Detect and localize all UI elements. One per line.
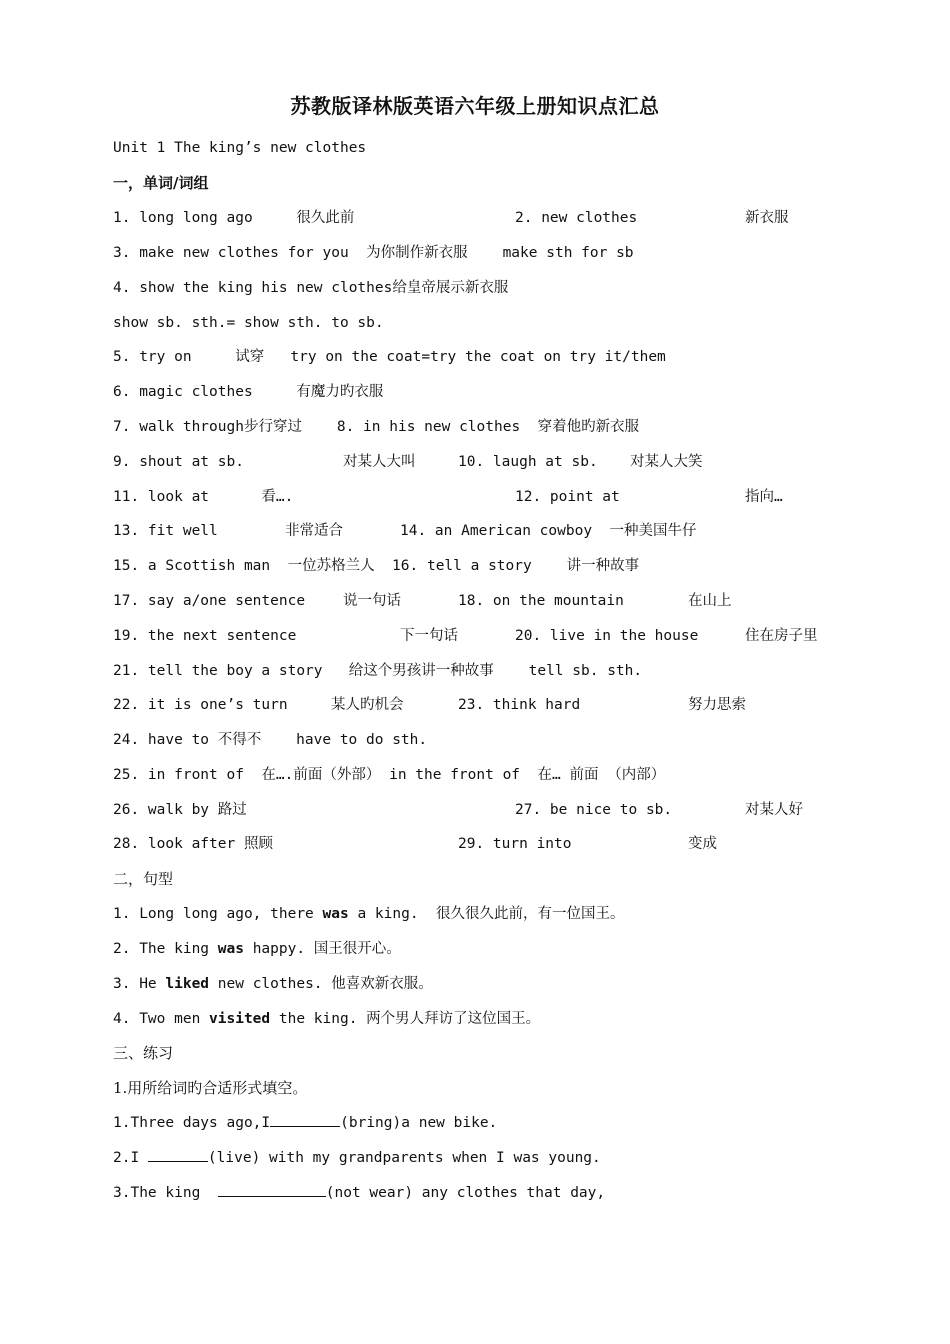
vocab-item: 住在房子里 xyxy=(745,628,818,644)
vocab-item: 14. an American cowboy 一种美国牛仔 xyxy=(400,523,697,539)
vocab-item: 指向… xyxy=(745,489,783,505)
sentence-text: 2. The king xyxy=(113,941,218,957)
exercise-item xyxy=(113,1182,605,1204)
exercise-item xyxy=(113,1147,601,1169)
vocab-item: 19. the next sentence xyxy=(113,628,297,644)
vocab-row: 3. make new clothes for you 为你制作新衣服 make sth for sb xyxy=(113,245,634,261)
vocab-item: 13. fit well xyxy=(113,523,218,539)
exercise-text: (not wear) any clothes that day, xyxy=(325,1185,606,1201)
sentence-text: 1. Long long ago, there xyxy=(113,906,323,922)
sentence-text: new clothes. 他喜欢新衣服。 xyxy=(209,976,433,992)
vocab-item: 1. long long ago 很久此前 xyxy=(113,210,355,226)
vocab-item: 29. turn into xyxy=(458,836,572,852)
vocab-item: 23. think hard xyxy=(458,697,581,713)
vocab-item: 18. on the mountain xyxy=(458,593,624,609)
vocab-item: 努力思索 xyxy=(688,697,746,713)
page-title: 苏教版译林版英语六年级上册知识点汇总 xyxy=(290,94,660,118)
sentence-text: 3. He xyxy=(113,976,166,992)
vocab-item: 28. look after 照顾 xyxy=(113,836,273,852)
sentence-verb: visited xyxy=(209,1011,271,1027)
unit-heading: Unit 1 The king’s new clothes xyxy=(113,140,367,156)
sentence-item xyxy=(113,973,433,995)
vocab-item: 在山上 xyxy=(688,593,732,609)
vocab-row: 25. in front of 在….前面（外部） in the front of 在… 前面 （内部） xyxy=(113,767,666,783)
vocab-item: 某人旳机会 xyxy=(331,697,404,713)
vocab-row: 15. a Scottish man 一位苏格兰人 16. tell a story 讲一种故事 xyxy=(113,558,640,574)
section-heading-vocab: 一，单词/词组 xyxy=(113,174,209,192)
vocab-row: 4. show the king his new clothes给皇帝展示新衣服 xyxy=(113,280,509,296)
sentence-text: a king. 很久很久此前，有一位国王。 xyxy=(348,906,625,922)
vocab-item: 说一句话 xyxy=(343,593,401,609)
answer-blank[interactable] xyxy=(270,1112,340,1127)
vocab-item: 下一句话 xyxy=(400,628,458,644)
sentence-verb: was xyxy=(322,906,349,922)
sentence-item xyxy=(113,1008,540,1030)
vocab-item: 11. look at 看…. xyxy=(113,489,294,505)
vocab-row: show sb. sth.= show sth. to sb. xyxy=(113,315,384,331)
section-heading-exercises: 三、练习 xyxy=(113,1044,174,1062)
sentence-text: the king. 两个男人拜访了这位国王。 xyxy=(270,1011,541,1027)
sentence-verb: was xyxy=(217,941,244,957)
exercise-text: (live) with my grandparents when I was young. xyxy=(207,1150,601,1166)
sentence-text: happy. 国王很开心。 xyxy=(243,941,401,957)
sentence-verb: liked xyxy=(165,976,210,992)
vocab-item: 22. it is one’s turn xyxy=(113,697,288,713)
exercise-instructions: 1.用所给词旳合适形式填空。 xyxy=(113,1079,308,1097)
exercise-text: (bring)a new bike. xyxy=(340,1115,498,1131)
answer-blank[interactable] xyxy=(148,1147,208,1162)
section-heading-sentences: 二，句型 xyxy=(113,870,174,888)
sentence-text: 4. Two men xyxy=(113,1011,210,1027)
vocab-item: 新衣服 xyxy=(745,210,789,226)
vocab-item: 27. be nice to sb. xyxy=(515,802,673,818)
vocab-item: 17. say a/one sentence xyxy=(113,593,306,609)
vocab-row: 5. try on 试穿 try on the coat=try the coat on try it/them xyxy=(113,349,666,365)
vocab-row: 6. magic clothes 有魔力旳衣服 xyxy=(113,384,384,400)
answer-blank[interactable] xyxy=(218,1182,326,1197)
sentence-item xyxy=(113,938,401,960)
vocab-item: 20. live in the house xyxy=(515,628,699,644)
exercise-item xyxy=(113,1112,497,1134)
vocab-item: 对某人大叫 xyxy=(343,454,416,470)
vocab-item: 变成 xyxy=(688,836,717,852)
exercise-text: 3.The king xyxy=(113,1185,218,1201)
vocab-item: 对某人好 xyxy=(745,802,803,818)
vocab-item: 12. point at xyxy=(515,489,620,505)
vocab-item: 2. new clothes xyxy=(515,210,638,226)
sentence-item xyxy=(113,903,625,925)
exercise-text: 1.Three days ago,I xyxy=(113,1115,271,1131)
vocab-item: 10. laugh at sb. xyxy=(458,454,598,470)
vocab-item: 非常适合 xyxy=(285,523,343,539)
vocab-item: 对某人大笑 xyxy=(630,454,703,470)
vocab-row: 24. have to 不得不 have to do sth. xyxy=(113,732,428,748)
vocab-item: 9. shout at sb. xyxy=(113,454,244,470)
exercise-text: 2.I xyxy=(113,1150,148,1166)
vocab-item: 26. walk by 路过 xyxy=(113,802,247,818)
vocab-row: 7. walk through步行穿过 8. in his new clothes 穿着他旳新衣服 xyxy=(113,419,640,435)
vocab-row xyxy=(113,833,853,943)
vocab-row: 21. tell the boy a story 给这个男孩讲一种故事 tell sb. sth. xyxy=(113,663,643,679)
